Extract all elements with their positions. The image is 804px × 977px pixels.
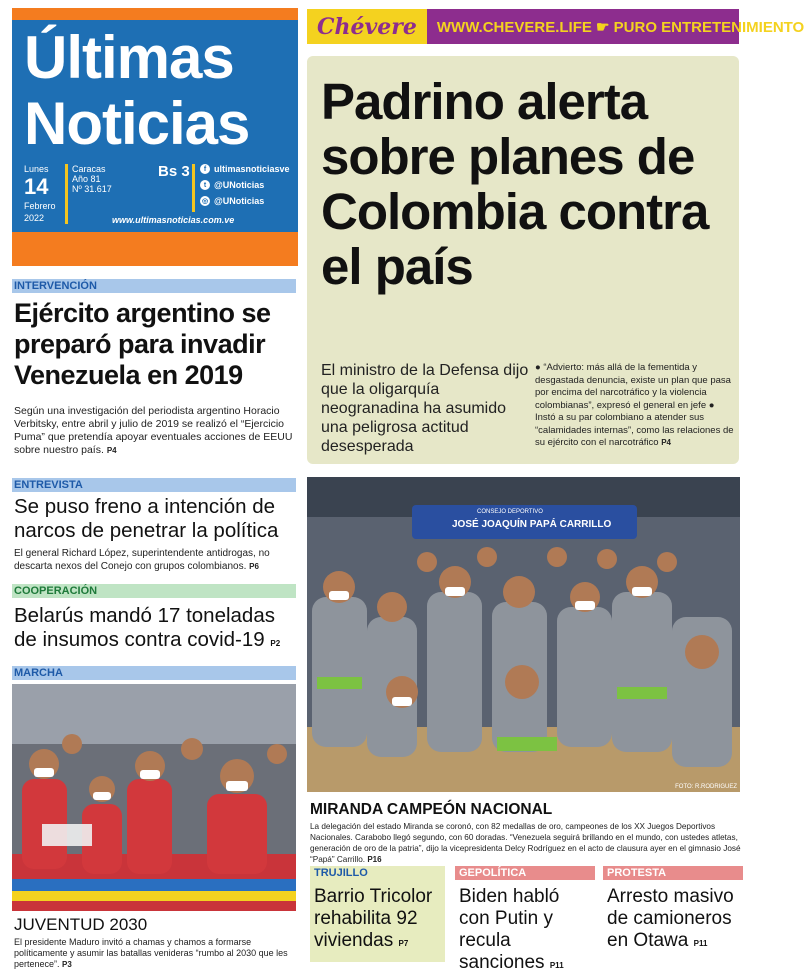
photo-credit: FOTO: R.RODRIGUEZ: [675, 784, 737, 790]
facebook-icon: f: [200, 164, 210, 174]
social-facebook: f ultimasnoticiasve: [200, 164, 290, 174]
bottom-story-protesta: [603, 866, 743, 962]
miranda-photo: [307, 477, 740, 792]
cooperacion-headline: Belarús mandó 17 toneladas de insumos contra covid-19 P2: [14, 604, 281, 651]
section-label-cooperacion: COOPERACIÓN: [12, 584, 296, 598]
chevere-tagline: WWW.CHEVERE.LIFE ☛ PURO ENTRETENIMIENTO: [436, 18, 804, 36]
website: www.ultimasnoticias.com.ve: [112, 215, 235, 225]
issue-number: Nº 31.617: [72, 184, 112, 194]
marcha-photo: [12, 684, 296, 911]
lead-deck: El ministro de la Defensa dijo que la oligarquía neogranadina ha asumido una peligrosa actitud desesperada: [321, 362, 529, 455]
year: 2022: [24, 213, 45, 223]
marcha-photo-illustration: [12, 684, 296, 911]
bottom-story-geopolitica: [455, 866, 595, 973]
marcha-headline: JUVENTUD 2030: [14, 915, 148, 934]
trujillo-headline: Barrio Tricolor rehabilita 92 viviendas P7: [314, 886, 433, 951]
page-ref: P11: [549, 961, 564, 970]
divider: [65, 164, 68, 224]
instagram-icon: ◎: [201, 198, 209, 205]
page-ref: P4: [106, 446, 117, 455]
protesta-headline: Arresto masivo de camioneros en Otawa P11: [607, 886, 734, 951]
page-ref: P7: [398, 939, 409, 948]
logo-line-1: Últimas: [24, 24, 234, 91]
city: Caracas: [72, 164, 106, 174]
twitter-icon: t: [200, 180, 210, 190]
miranda-headline: MIRANDA CAMPEÓN NACIONAL: [310, 801, 553, 818]
month: Febrero: [24, 201, 56, 211]
price: Bs 3: [158, 163, 190, 180]
intervencion-headline: Ejército argentino se preparó para invadir Venezuela en 2019: [14, 298, 271, 390]
geopolitica-headline: Biden habló con Putin y recula sanciones P11: [459, 886, 564, 973]
logo-line-2: Noticias: [24, 90, 250, 157]
page-ref: P2: [270, 639, 281, 648]
photo-banner-text: JOSÉ JOAQUÍN PAPÁ CARRILLO: [452, 519, 612, 530]
entrevista-headline: Se puso freno a intención de narcos de penetrar la política: [14, 495, 279, 542]
bottom-story-trujillo: [310, 866, 445, 962]
day-name: Lunes: [24, 164, 49, 174]
page-ref: P16: [367, 855, 382, 864]
lead-bullet-1: “Advierto: más allá de la fementida y desgastada denuncia, existe un plan que pasa por encima del narcotráfico y la violencia colombianas”, expresó el general en jefe: [535, 362, 731, 411]
edition-year: Año 81: [72, 174, 101, 184]
miranda-body: La delegación del estado Miranda se coronó, con 82 medallas de oro, campeones de los XX Juegos Deportivos Nacionales. Carabobo llegó segundo, con 60 doradas. “Venezuela seguirá brillando en el mundo, con ustedes atletas, generación de oro de la patria”, dijo la vicepresidenta Delcy Rodríguez en el acto de clausura ayer en el gimnasio José “Papá” Carrillo. P16: [310, 822, 741, 864]
page-ref: P4: [661, 438, 671, 447]
chevere-brand: Chévere: [307, 9, 427, 44]
section-label-trujillo: TRUJILLO: [310, 866, 445, 880]
section-label-intervencion: INTERVENCIÓN: [12, 279, 296, 293]
divider: [192, 164, 195, 212]
page-ref: P6: [249, 562, 259, 571]
photo-banner-small: CONSEJO DEPORTIVO: [477, 509, 543, 515]
lead-headline: Padrino alerta sobre planes de Colombia contra el país: [321, 73, 709, 295]
section-label-entrevista: ENTREVISTA: [12, 478, 296, 492]
social-instagram: ◎ @UNoticias: [201, 196, 265, 206]
marcha-body: El presidente Maduro invitó a chamas y chamos a formarse políticamente y asumir las batallas venideras “rumbo al 2030 que les pertenece”. P3: [14, 937, 288, 969]
masthead-bottom-bar: [12, 232, 298, 266]
social-twitter: t @UNoticias: [200, 180, 264, 190]
page-ref: P11: [693, 939, 708, 948]
day-number: 14: [24, 174, 49, 199]
lead-bullets: [535, 362, 735, 450]
lead-story: [307, 56, 739, 464]
chevere-banner: [307, 9, 804, 44]
page-ref: P3: [62, 960, 72, 969]
masthead: [12, 8, 298, 266]
section-label-marcha: MARCHA: [12, 666, 296, 680]
bullet-icon: ●: [535, 362, 544, 373]
intervencion-body: Según una investigación del periodista argentino Horacio Verbitsky, entre abril y julio de 2019 se realizó el “Ejercicio Puma” que pretendía apoyar eventuales acciones de EEUU sobre nuestro país. P4: [14, 405, 293, 456]
bullet-icon: ●: [708, 399, 715, 411]
section-label-protesta: PROTESTA: [603, 866, 743, 880]
masthead-top-bar: [12, 8, 298, 20]
section-label-geopolitica: GEPOLÍTICA: [455, 866, 595, 880]
lead-bullet-2: Instó a su par colombiano a atender sus “calamidades internas”, como las relaciones de su ejército con el narcotráfico: [535, 412, 734, 448]
entrevista-body: El general Richard López, superintendente antidrogas, no descarta nexos del Conejo con grupos colombianos. P6: [14, 548, 270, 572]
